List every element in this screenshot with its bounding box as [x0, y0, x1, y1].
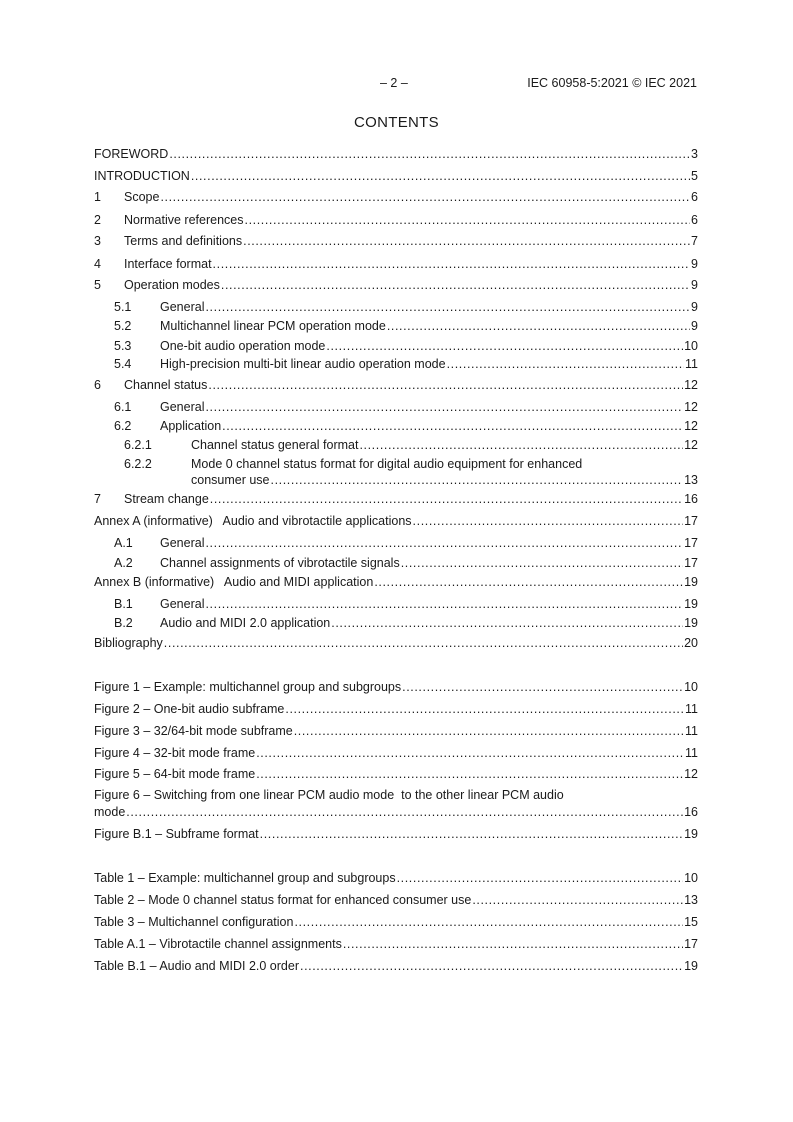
toc-entry-text: Channel assignments of vibrotactile signals: [160, 556, 400, 570]
figure-entry-text-continued: mode: [94, 805, 126, 819]
figure-entry[interactable]: [94, 723, 698, 739]
figure-entry-page: 16: [684, 805, 698, 819]
toc-entry-text: General: [160, 536, 205, 550]
toc-entry-page: 9: [691, 319, 698, 333]
figure-entry-text: Figure 5 – 64-bit mode frame: [94, 767, 256, 781]
table-entry[interactable]: [94, 892, 698, 908]
toc-entry-page: 6: [691, 213, 698, 227]
toc-entry-page: 19: [684, 597, 698, 611]
toc-entry-text: One-bit audio operation mode: [160, 339, 326, 353]
toc-entry-number: B.1: [114, 597, 133, 611]
toc-entry-text: Terms and definitions: [124, 234, 243, 248]
table-entry-page: 19: [684, 959, 698, 973]
toc-entry-number: B.2: [114, 616, 133, 630]
toc-entry[interactable]: [94, 574, 698, 590]
toc-entry-number: 5.1: [114, 300, 132, 314]
table-entry[interactable]: [94, 936, 698, 952]
toc-entry[interactable]: [94, 318, 698, 334]
table-entry-text: Table A.1 – Vibrotactile channel assignments: [94, 937, 342, 951]
figure-entry-text: Figure 4 – 32-bit mode frame: [94, 746, 256, 760]
toc-entry-number: 5: [94, 278, 101, 292]
toc-entry[interactable]: [94, 212, 698, 228]
toc-entry-text: Multichannel linear PCM operation mode: [160, 319, 386, 333]
toc-entry-page: 17: [684, 514, 698, 528]
figure-entry-text: Figure 3 – 32/64-bit mode subframe: [94, 724, 293, 738]
toc-entry-page: 9: [691, 300, 698, 314]
figure-entry[interactable]: [94, 826, 698, 842]
toc-entry[interactable]: [94, 189, 698, 205]
table-entry[interactable]: [94, 958, 698, 974]
toc-entry-number: 4: [94, 257, 101, 271]
figure-entry-text: Figure B.1 – Subframe format: [94, 827, 259, 841]
toc-entry-page: 5: [691, 169, 698, 183]
toc-entry[interactable]: [94, 535, 698, 551]
toc-entry-number: 1: [94, 190, 101, 204]
toc-entry-page: 9: [691, 257, 698, 271]
toc-entry[interactable]: [94, 338, 698, 354]
figure-entry[interactable]: [94, 804, 698, 820]
toc-entry[interactable]: [94, 596, 698, 612]
toc-entry[interactable]: [94, 256, 698, 272]
toc-entry[interactable]: [94, 377, 698, 393]
figure-entry[interactable]: [94, 745, 698, 761]
toc-entry[interactable]: [94, 555, 698, 571]
figure-entry-page: 11: [685, 724, 698, 738]
toc-entry-number: 7: [94, 492, 101, 506]
toc-entry-page: 12: [684, 438, 698, 452]
figure-entry-page: 11: [685, 746, 698, 760]
toc-entry[interactable]: [94, 168, 698, 184]
toc-entry[interactable]: [94, 491, 698, 507]
toc-entry-number: 3: [94, 234, 101, 248]
figure-entry-page: 12: [684, 767, 698, 781]
toc-entry-number: 5.2: [114, 319, 132, 333]
toc-entry-text: High-precision multi-bit linear audio operation mode: [160, 357, 446, 371]
toc-entry-number: 5.4: [114, 357, 132, 371]
toc-entry[interactable]: [94, 513, 698, 529]
table-entry-text: Table B.1 – Audio and MIDI 2.0 order: [94, 959, 299, 973]
toc-entry-page: 17: [684, 536, 698, 550]
figure-entry[interactable]: [94, 766, 698, 782]
toc-entry-number: 5.3: [114, 339, 132, 353]
toc-entry-text: Channel status: [124, 378, 208, 392]
table-entry-text: Table 3 – Multichannel configuration: [94, 915, 294, 929]
figure-entry[interactable]: [94, 679, 698, 695]
figure-entry-page: 10: [684, 680, 698, 694]
toc-entry-text: Scope: [124, 190, 160, 204]
page-number: – 2 –: [380, 76, 408, 90]
toc-entry[interactable]: [94, 615, 698, 631]
toc-entry[interactable]: [94, 277, 698, 293]
toc-entry-page: 3: [691, 147, 698, 161]
toc-entry-text: Annex A (informative) Audio and vibrotactile applications: [94, 514, 412, 528]
toc-entry-text-continued: consumer use: [191, 473, 270, 487]
toc-entry-number: 6: [94, 378, 101, 392]
toc-entry[interactable]: [94, 299, 698, 315]
figure-entry-text: Figure 1 – Example: multichannel group and subgroups: [94, 680, 402, 694]
toc-entry-page: 9: [691, 278, 698, 292]
toc-entry-page: 16: [684, 492, 698, 506]
toc-entry-text: INTRODUCTION: [94, 169, 190, 183]
table-entry[interactable]: [94, 870, 698, 886]
toc-entry-text[interactable]: Mode 0 channel status format for digital audio equipment for enhanced: [191, 457, 583, 471]
table-entry-page: 15: [684, 915, 698, 929]
toc-entry-text: Bibliography: [94, 636, 163, 650]
toc-entry-number: 6.2.2: [124, 457, 152, 471]
toc-entry-text: Normative references: [124, 213, 244, 227]
figure-entry-text: Figure 2 – One-bit audio subframe: [94, 702, 285, 716]
table-entry-page: 17: [684, 937, 698, 951]
table-entry-text: Table 2 – Mode 0 channel status format for enhanced consumer use: [94, 893, 472, 907]
table-entry-page: 13: [684, 893, 698, 907]
toc-entry[interactable]: [94, 635, 698, 651]
toc-entry[interactable]: [94, 437, 698, 453]
table-entry-page: 10: [684, 871, 698, 885]
toc-entry-page: 13: [684, 473, 698, 487]
toc-entry[interactable]: [94, 233, 698, 249]
toc-entry[interactable]: [94, 418, 698, 434]
toc-entry-text: Operation modes: [124, 278, 220, 292]
toc-entry-text: General: [160, 597, 205, 611]
toc-entry-page: 19: [684, 575, 698, 589]
table-entry[interactable]: [94, 914, 698, 930]
toc-entry-page: 12: [684, 378, 698, 392]
toc-entry-text: Application: [160, 419, 222, 433]
toc-entry[interactable]: [94, 356, 698, 372]
toc-entry-page: 20: [684, 636, 698, 650]
figure-entry-page: 11: [685, 702, 698, 716]
toc-entry-page: 19: [684, 616, 698, 630]
toc-entry-number: A.1: [114, 536, 133, 550]
toc-entry-page: 6: [691, 190, 698, 204]
figure-entry-text[interactable]: Figure 6 – Switching from one linear PCM audio mode to the other linear PCM audio: [94, 788, 564, 802]
table-entry-text: Table 1 – Example: multichannel group and subgroups: [94, 871, 396, 885]
toc-entry-number: 6.2.1: [124, 438, 152, 452]
toc-entry-page: 12: [684, 419, 698, 433]
toc-entry-number: 6.2: [114, 419, 132, 433]
toc-entry[interactable]: [94, 146, 698, 162]
toc-entry-text: FOREWORD: [94, 147, 169, 161]
figure-entry[interactable]: [94, 701, 698, 717]
toc-entry[interactable]: [191, 472, 698, 488]
toc-entry-number: 2: [94, 213, 101, 227]
toc-entry[interactable]: [94, 399, 698, 415]
toc-entry-text: Interface format: [124, 257, 212, 271]
figure-entry-page: 19: [684, 827, 698, 841]
toc-entry-text: Audio and MIDI 2.0 application: [160, 616, 331, 630]
toc-entry-text: Channel status general format: [191, 438, 359, 452]
toc-entry-number: 6.1: [114, 400, 132, 414]
page-title: CONTENTS: [354, 114, 439, 131]
toc-entry-text: Annex B (informative) Audio and MIDI application: [94, 575, 374, 589]
toc-entry-text: Stream change: [124, 492, 209, 506]
toc-entry-page: 17: [684, 556, 698, 570]
document-reference: IEC 60958-5:2021 © IEC 2021: [527, 76, 697, 90]
toc-entry-page: 7: [691, 234, 698, 248]
toc-entry-page: 11: [685, 357, 698, 371]
toc-entry-page: 12: [684, 400, 698, 414]
toc-entry-page: 10: [684, 339, 698, 353]
toc-entry-number: A.2: [114, 556, 133, 570]
toc-entry-text: General: [160, 400, 205, 414]
toc-entry-text: General: [160, 300, 205, 314]
